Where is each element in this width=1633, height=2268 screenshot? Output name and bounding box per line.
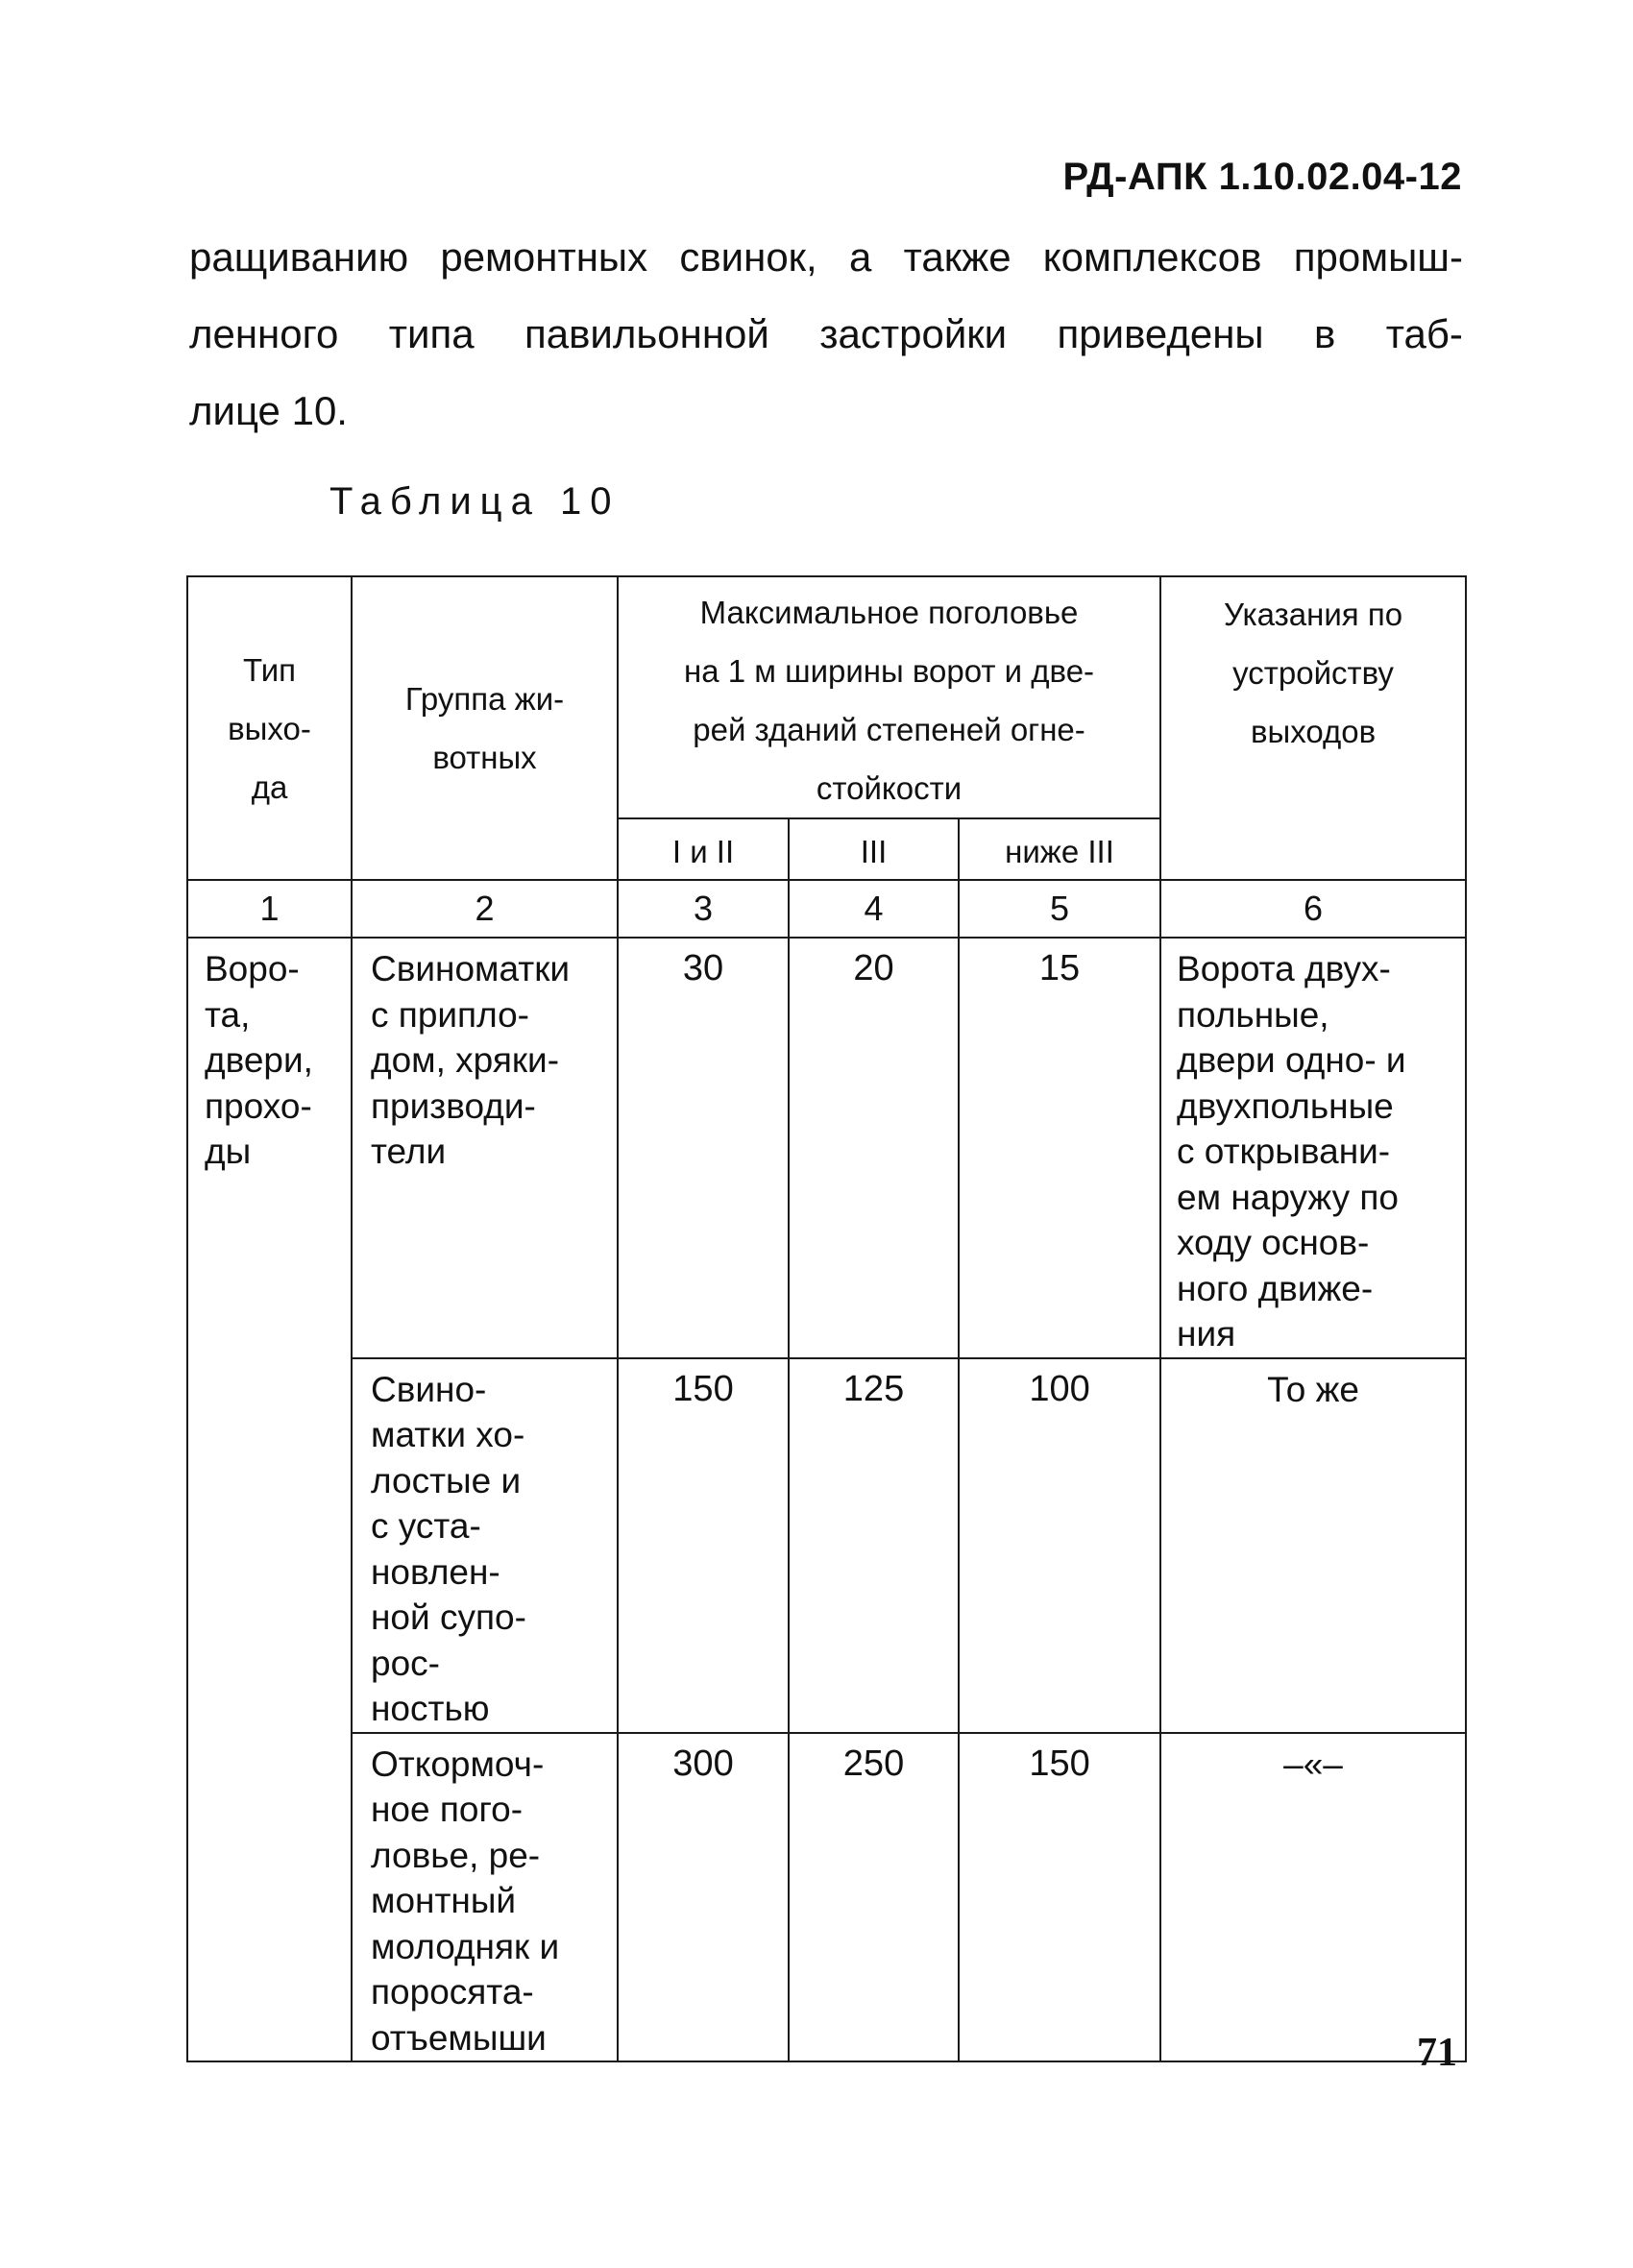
value-cell: 15	[959, 938, 1160, 1358]
table-row	[187, 1358, 1466, 1733]
value-cell: 30	[618, 938, 789, 1358]
value-cell: 125	[789, 1358, 959, 1733]
header-fire-degree-3: III	[789, 818, 959, 880]
column-number: 2	[352, 880, 618, 938]
word: ращиванию	[189, 234, 409, 280]
word: свинок,	[679, 234, 817, 280]
intro-line-3	[189, 373, 1463, 450]
header-fire-degree-1-2: I и II	[618, 818, 789, 880]
header-exit-instructions: Указания по устройству выходов	[1160, 576, 1466, 880]
column-number: 3	[618, 880, 789, 938]
word: лице 10.	[189, 388, 348, 433]
header-animal-group: Группа жи- вотных	[352, 576, 618, 880]
data-table	[186, 575, 1467, 2062]
value-cell: 100	[959, 1358, 1160, 1733]
word: типа	[388, 311, 475, 356]
value-cell: 150	[959, 1733, 1160, 2062]
intro-line-2	[189, 296, 1463, 373]
word: также	[903, 234, 1011, 280]
instructions-cell: Ворота двух- польные, двери одно- и двухпольные с открывани- ем наружу по ходу основ- ного движе- ния	[1160, 938, 1466, 1358]
page-number: 71	[1417, 2031, 1457, 2075]
word: павильонной	[524, 311, 769, 356]
word: приведены	[1057, 311, 1264, 356]
value-cell: 250	[789, 1733, 959, 2062]
instructions-cell: –«–	[1160, 1733, 1466, 2062]
word: ленного	[189, 311, 339, 356]
animal-group-cell: Свино- матки хо- лостые и с уста- новлен- ной супо- рос- ностью	[352, 1358, 618, 1733]
table-row	[187, 1733, 1466, 2062]
header-fire-degree-below-3: ниже III	[959, 818, 1160, 880]
intro-paragraph	[189, 219, 1463, 450]
column-number: 6	[1160, 880, 1466, 938]
word: застройки	[819, 311, 1008, 356]
table-row	[187, 938, 1466, 1358]
word: в	[1314, 311, 1336, 356]
table-header-row	[187, 576, 1466, 818]
table-caption: Таблица 10	[329, 480, 621, 523]
document-code: РД-АПК 1.10.02.04-12	[1062, 156, 1462, 198]
animal-group-cell: Откормоч- ное пого- ловье, ре- монтный молодняк и поросята- отъемыши	[352, 1733, 618, 2062]
word: ремонтных	[440, 234, 648, 280]
animal-group-cell: Свиноматки с припло- дом, хряки- призводи- тели	[352, 938, 618, 1358]
value-cell: 150	[618, 1358, 789, 1733]
value-cell: 300	[618, 1733, 789, 2062]
column-number: 1	[187, 880, 352, 938]
header-exit-type: Тип выхо- да	[187, 576, 352, 880]
value-cell: 20	[789, 938, 959, 1358]
word: таб-	[1385, 311, 1463, 356]
column-number: 5	[959, 880, 1160, 938]
header-max-livestock: Максимальное поголовье на 1 м ширины ворот и две- рей зданий степеней огне- стойкости	[618, 576, 1160, 818]
column-number: 4	[789, 880, 959, 938]
instructions-cell: То же	[1160, 1358, 1466, 1733]
intro-line-1	[189, 219, 1463, 296]
word: а	[848, 234, 872, 280]
word: комплексов	[1042, 234, 1262, 280]
word: промыш-	[1293, 234, 1463, 280]
exit-type-cell: Воро- та, двери, прохо- ды	[187, 938, 352, 2061]
column-number-row	[187, 880, 1466, 938]
